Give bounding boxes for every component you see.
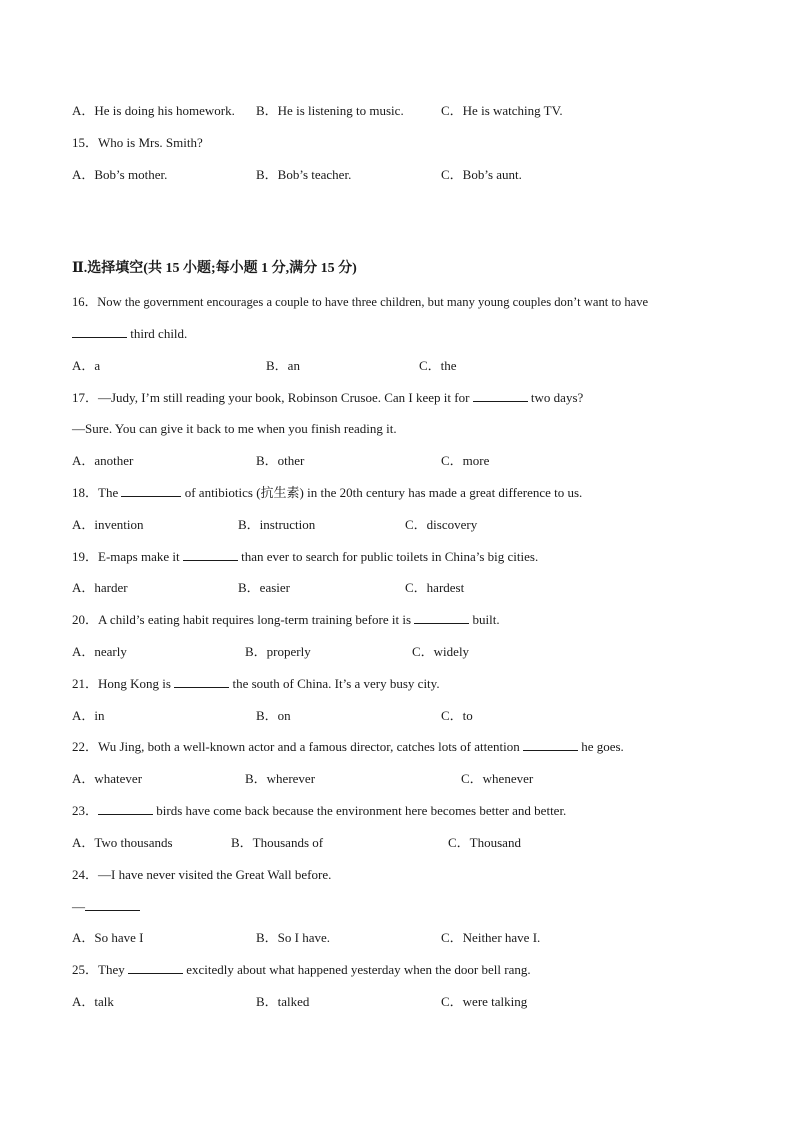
section-heading: Ⅱ.选择填空(共 15 小题;每小题 1 分,满分 15 分)	[72, 261, 357, 276]
q21-stem	[72, 675, 440, 693]
q23-option-a: A．Two thousands	[72, 835, 173, 850]
answer-blank[interactable]	[72, 325, 127, 338]
q24-option-c: C．Neither have I.	[441, 930, 541, 945]
answer-blank[interactable]	[85, 898, 140, 911]
q25-option-c: C．were talking	[441, 994, 528, 1009]
q19-option-c: C．hardest	[405, 580, 465, 595]
q24-reply	[72, 898, 140, 916]
q14-option-c: C．He is watching TV.	[441, 103, 563, 118]
q23-stem	[72, 802, 566, 820]
q16-option-b: B．an	[266, 358, 300, 373]
q21-option-b: B．on	[256, 708, 291, 723]
q15-option-c: C．Bob’s aunt.	[441, 167, 522, 182]
q22-option-b: B．wherever	[245, 771, 316, 786]
answer-blank[interactable]	[183, 548, 238, 561]
q18-option-a: A．invention	[72, 517, 144, 532]
q24-option-a: A．So have I	[72, 930, 144, 945]
q20-option-a: A．nearly	[72, 644, 127, 659]
q20-stem-after: built.	[469, 612, 500, 627]
q25-option-a: A．talk	[72, 994, 114, 1009]
answer-blank[interactable]	[121, 484, 181, 497]
answer-blank[interactable]	[98, 802, 153, 815]
q24-reply-dash: —	[72, 899, 85, 914]
answer-blank[interactable]	[174, 675, 229, 688]
q21-option-c: C．to	[441, 708, 473, 723]
q23-option-c: C．Thousand	[448, 835, 521, 850]
q20-stem	[72, 611, 500, 629]
q21-stem-after: the south of China. It’s a very busy city.	[229, 676, 440, 691]
q14-option-a: A．He is doing his homework.	[72, 103, 235, 118]
q18-option-c: C．discovery	[405, 517, 478, 532]
q15-stem: 15．Who is Mrs. Smith?	[72, 135, 203, 150]
q15-option-a: A．Bob’s mother.	[72, 167, 168, 182]
q15-option-b: B．Bob’s teacher.	[256, 167, 352, 182]
q17-option-b: B．other	[256, 453, 305, 468]
answer-blank[interactable]	[128, 961, 183, 974]
q16-stem: 16．Now the government encourages a couple to have three children, but many young couples don’t want to have	[72, 295, 649, 309]
q25-stem-before: 25．They	[72, 962, 128, 977]
q23-stem-before: 23．	[72, 803, 99, 818]
q19-stem-before: 19．E-maps make it	[72, 549, 183, 564]
q17-reply: —Sure. You can give it back to me when you finish reading it.	[72, 421, 397, 436]
q19-option-b: B．easier	[238, 580, 290, 595]
q16-option-c: C．the	[419, 358, 457, 373]
q21-stem-before: 21．Hong Kong is	[72, 676, 175, 691]
q21-option-a: A．in	[72, 708, 105, 723]
q20-stem-before: 20．A child’s eating habit requires long-term training before it is	[72, 612, 415, 627]
q18-stem	[72, 484, 582, 502]
answer-blank[interactable]	[473, 389, 528, 402]
q23-option-b: B．Thousands of	[231, 835, 324, 850]
q25-stem-after: excitedly about what happened yesterday when the door bell rang.	[182, 962, 531, 977]
q25-stem	[72, 961, 531, 979]
answer-blank[interactable]	[414, 611, 469, 624]
q17-stem	[72, 389, 583, 407]
q18-option-b: B．instruction	[238, 517, 316, 532]
q22-option-c: C．whenever	[461, 771, 534, 786]
q17-stem-before: 17．—Judy, I’m still reading your book, Robinson Crusoe. Can I keep it for	[72, 390, 473, 405]
q19-option-a: A．harder	[72, 580, 128, 595]
q22-stem-after: he goes.	[577, 739, 624, 754]
q16-option-a: A．a	[72, 358, 101, 373]
q23-stem-after: birds have come back because the environment here becomes better and better.	[153, 803, 567, 818]
q19-stem	[72, 548, 538, 566]
q16-stem-after: third child.	[127, 326, 188, 341]
q16-stem-cont	[72, 325, 187, 343]
q25-option-b: B．talked	[256, 994, 310, 1009]
q18-stem-before: 18．The	[72, 485, 122, 500]
answer-blank[interactable]	[523, 738, 578, 751]
q20-option-b: B．properly	[245, 644, 311, 659]
q17-stem-after: two days?	[527, 390, 584, 405]
q24-option-b: B．So I have.	[256, 930, 331, 945]
q17-option-a: A．another	[72, 453, 134, 468]
q24-stem: 24．—I have never visited the Great Wall before.	[72, 867, 332, 882]
q22-option-a: A．whatever	[72, 771, 143, 786]
q20-option-c: C．widely	[412, 644, 470, 659]
q18-stem-after: of antibiotics (抗生素) in the 20th century has made a great difference to us.	[181, 485, 583, 500]
q14-option-b: B．He is listening to music.	[256, 103, 404, 118]
q19-stem-after: than ever to search for public toilets in China’s big cities.	[237, 549, 539, 564]
q22-stem	[72, 738, 624, 756]
q22-stem-before: 22．Wu Jing, both a well-known actor and a famous director, catches lots of attention	[72, 739, 523, 754]
q17-option-c: C．more	[441, 453, 490, 468]
